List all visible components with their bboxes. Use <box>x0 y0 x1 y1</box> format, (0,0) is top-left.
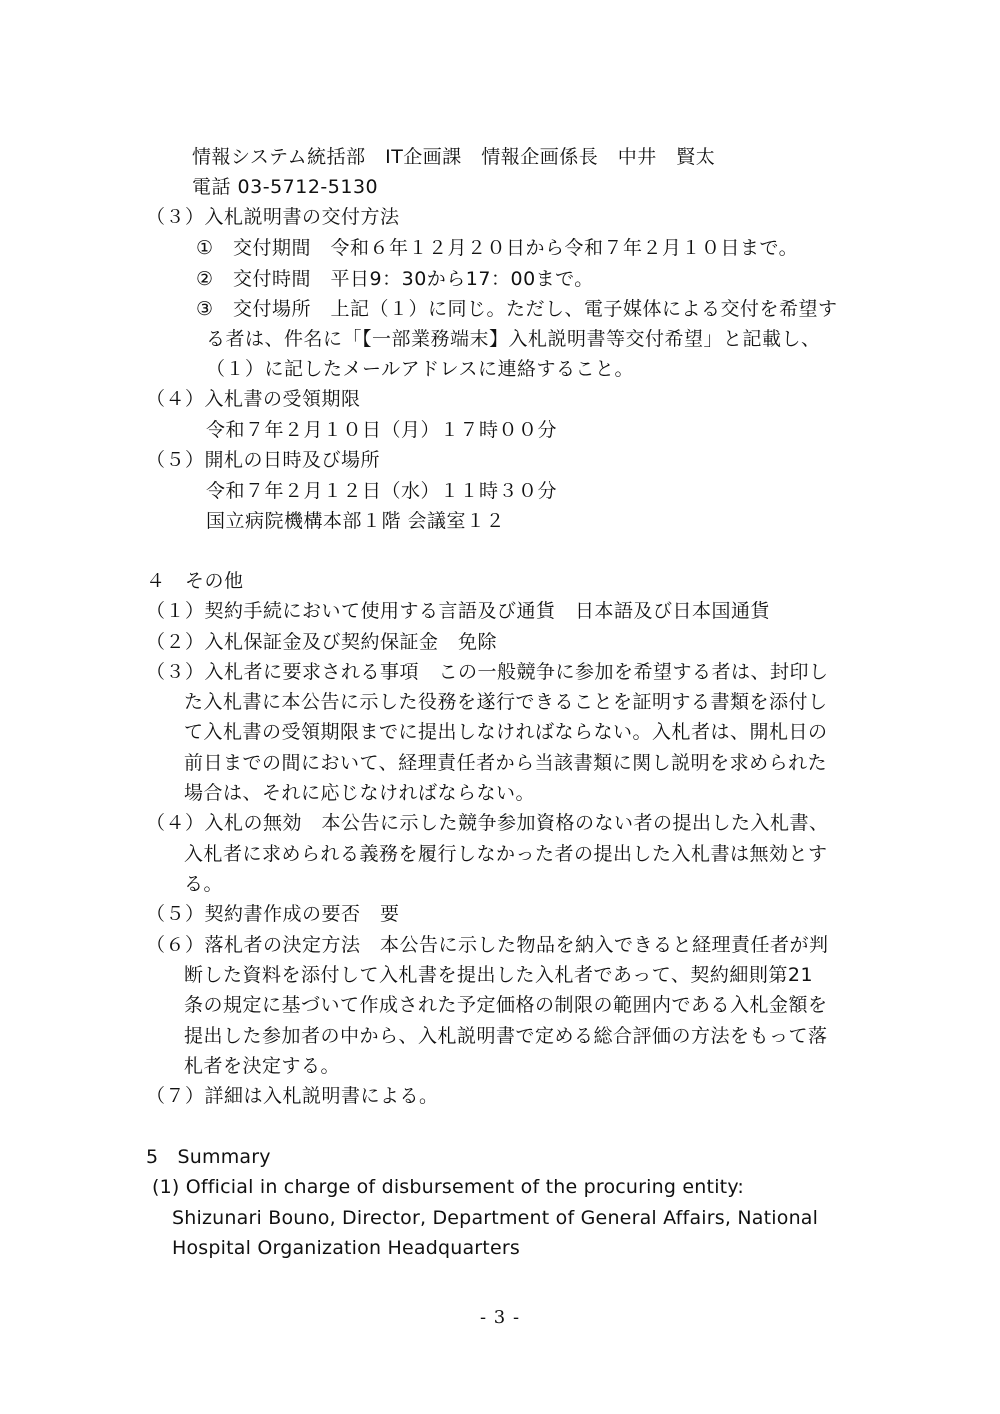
section4-item7: （７）詳細は入札説明書による。 <box>146 1085 439 1107</box>
section4-item3-line: た入札書に本公告に示した役務を遂行できることを証明する書類を添付し <box>184 691 828 713</box>
section4-item3-line: 場合は、それに応じなければならない。 <box>184 782 536 804</box>
section4-item2: （２）入札保証金及び契約保証金 免除 <box>146 631 498 653</box>
section5-item1-line: Shizunari Bouno, Director, Department of General Affairs, National <box>172 1207 819 1229</box>
section3-item3-sub3-line1: ③ 交付場所 上記（１）に同じ。ただし、電子媒体による交付を希望す <box>196 298 838 320</box>
section4-item6-line: 断した資料を添付して入札書を提出した入札者であって、契約細則第21 <box>184 964 814 986</box>
section4-heading: ４ その他 <box>146 570 244 592</box>
section4-item6-line: 提出した参加者の中から、入札説明書で定める総合評価の方法をもって落 <box>184 1025 828 1047</box>
section4-item3-line: て入札書の受領期限までに提出しなければならない。入札者は、開札日の <box>184 721 828 743</box>
section4-item6-line: （６）落札者の決定方法 本公告に示した物品を納入できると経理責任者が判 <box>146 934 829 956</box>
section3-item4-heading: （４）入札書の受領期限 <box>146 388 361 410</box>
section4-item3-line: 前日までの間において、経理責任者から当該書類に関し説明を求められた <box>184 752 828 774</box>
section3-item5-datetime: 令和７年２月１２日（水）１１時３０分 <box>206 480 558 502</box>
section4-item6-line: 札者を決定する。 <box>184 1055 341 1077</box>
section5-item1-line: Hospital Organization Headquarters <box>172 1237 520 1259</box>
section3-item3-sub1: ① 交付期間 令和６年１２月２０日から令和７年２月１０日まで。 <box>196 237 799 259</box>
section4-item6-line: 条の規定に基づいて作成された予定価格の制限の範囲内である入札金額を <box>184 994 828 1016</box>
contact-phone-line: 電話 03-5712-5130 <box>192 176 379 198</box>
contact-department-line: 情報システム統括部 IT企画課 情報企画係長 中井 賢太 <box>192 146 716 168</box>
section3-item3-sub2: ② 交付時間 平日9：30から17：00まで。 <box>196 268 594 290</box>
section4-item4-line: （４）入札の無効 本公告に示した競争参加資格のない者の提出した入札書、 <box>146 812 829 834</box>
section3-item4-value: 令和７年２月１０日（月）１７時００分 <box>206 419 558 441</box>
section3-item5-heading: （５）開札の日時及び場所 <box>146 449 381 471</box>
section5-heading: 5 Summary <box>146 1146 271 1168</box>
section4-item3-line: （３）入札者に要求される事項 この一般競争に参加を希望する者は、封印し <box>146 661 829 683</box>
page-number: - 3 - <box>479 1307 521 1328</box>
section4-item4-line: る。 <box>184 873 224 895</box>
section4-item4-line: 入札者に求められる義務を履行しなかった者の提出した入札書は無効とす <box>184 843 828 865</box>
section3-item3-sub3-line2: る者は、件名に「【一部業務端末】入札説明書等交付希望」と記載し、 <box>206 328 821 350</box>
section3-item3-heading: （３）入札説明書の交付方法 <box>146 206 400 228</box>
section4-item5: （５）契約書作成の要否 要 <box>146 903 400 925</box>
section3-item5-place: 国立病院機構本部１階 会議室１２ <box>206 510 506 532</box>
section5-item1-line: (1) Official in charge of disbursement of the procuring entity: <box>152 1176 744 1198</box>
section3-item3-sub3-line3: （１）に記したメールアドレスに連絡すること。 <box>206 358 635 380</box>
section4-item1: （１）契約手続において使用する言語及び通貨 日本語及び日本国通貨 <box>146 600 771 622</box>
